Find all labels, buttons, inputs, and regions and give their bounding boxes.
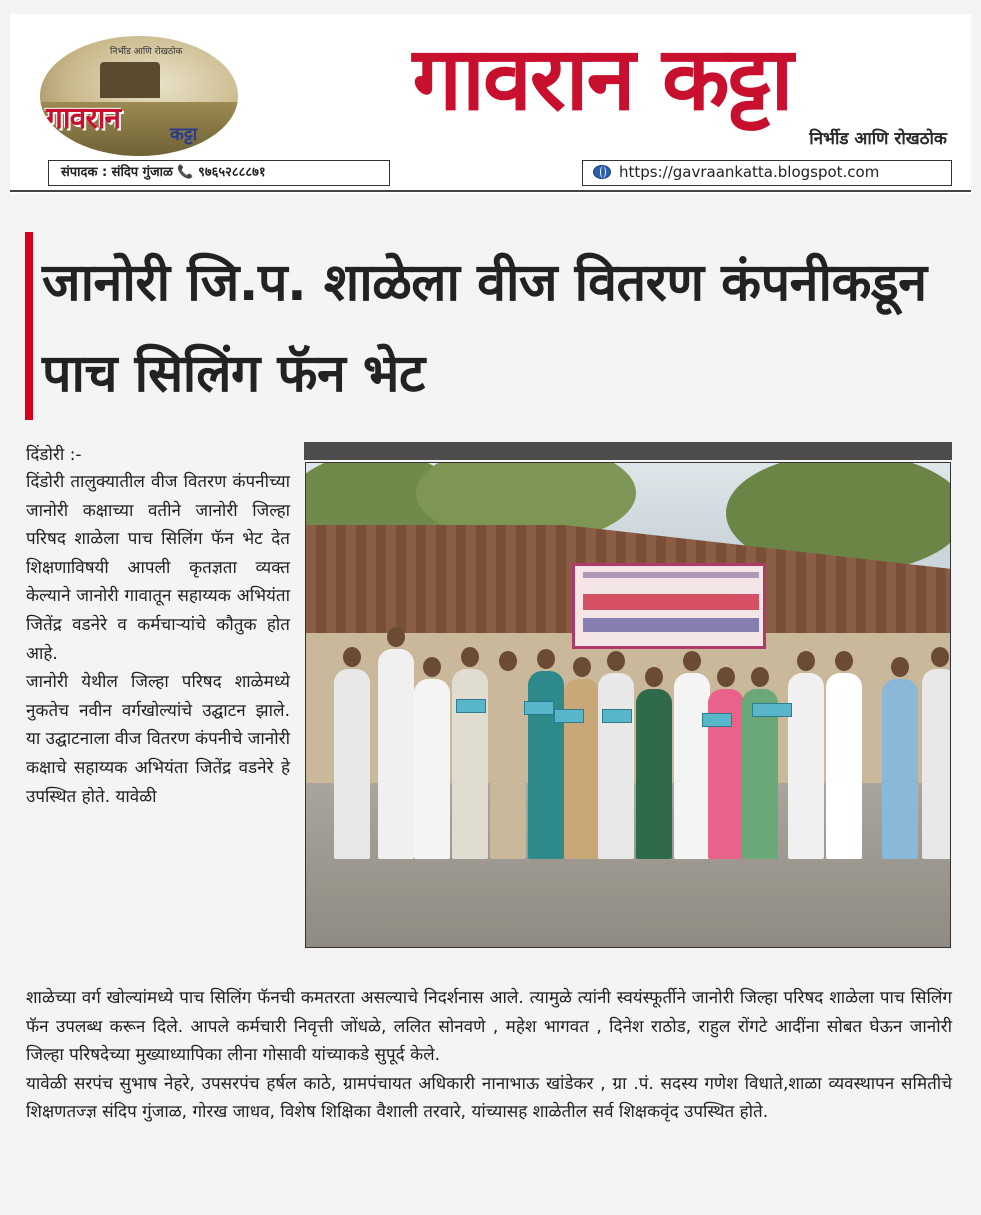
fan-box (752, 703, 792, 717)
paragraph: यावेळी सरपंच सुभाष नेहरे, उपसरपंच हर्षल काठे, ग्रामपंचायत अधिकारी नानाभाऊ खांडेकर , ग्रा .पं. सदस्य गणेश विधाते,शाळा व्यवस्थापन समितीचे शिक्षणतज्ज्ञ संदिप गुंजाळ, गोरख जाधव, विशेष शिक्षिका वैशाली तरवारे, यांच्यासह शाळेतील सर्व शिक्षकवृंद उपस्थित होते. (26, 1073, 952, 1123)
tagline: निर्भीड आणि रोखठोक (809, 129, 947, 149)
fan-box (602, 709, 632, 723)
photo-person (882, 679, 918, 859)
logo-hut-graphic (100, 62, 160, 98)
paragraph: दिंडोरी तालुक्यातील वीज वितरण कंपनीच्या जानोरी कक्षाच्या वतीने जानोरी जिल्हा परिषद शाळेला पाच सिलिंग फॅन भेट देत शिक्षणाविषयी आपली कृतज्ञता व्यक्त केल्याने जानोरी गावातून सहाय्यक अभियंता जितेंद्र वडनेरे व कर्मचाऱ्यांचे कौतुक होत आहे. (26, 472, 290, 664)
article-headline: जानोरी जि.प. शाळेला वीज वितरण कंपनीकडून पाच सिलिंग फॅन भेट (42, 253, 927, 404)
paragraph: शाळेच्या वर्ग खोल्यांमध्ये पाच सिलिंग फॅनची कमतरता असल्याचे निदर्शनास आले. त्यामुळे त्यांनी स्वयंस्फूर्तीने जानोरी जिल्हा परिषद शाळेला पाच सिलिंग फॅन उपलब्ध करून दिले. आपले कर्मचारी निवृत्ती जोंधळे, ललित सोनवणे , महेश भागवत , दिनेश राठोड, राहुल रोंगटे आदींना सोबत घेऊन जानोरी जिल्हा परिषदेच्या मुख्याध्यापिका लीना गोसावी यांच्याकडे सुपूर्द केले. (26, 988, 952, 1066)
photo-person (826, 673, 862, 859)
headline-accent-bar (25, 232, 33, 420)
photo-person (788, 673, 824, 859)
paragraph: जानोरी येथील जिल्हा परिषद शाळेमध्ये नुकतेच नवीन वर्गखोल्यांचे उद्घाटन झाले. या उद्घाटनाला वीज वितरण कंपनीचे जानोरी कक्षाचे सहाय्यक अभियंता जितेंद्र वडनेरे हे उपस्थित होते. यावेळी (26, 672, 290, 807)
website-link-box[interactable] (582, 160, 952, 186)
photo-person (334, 669, 370, 859)
brand-title: गावरान कट्टा (412, 27, 792, 130)
article-photo (305, 462, 951, 948)
photo-person (528, 671, 564, 859)
fan-box (524, 701, 554, 715)
photo-person (414, 679, 450, 859)
logo-tagline: निर्भीड आणि रोखठोक (110, 47, 183, 57)
photo-person (636, 689, 672, 859)
logo-word-2: कट्टा (170, 124, 198, 145)
sign-line (583, 618, 759, 632)
logo-word-1: गावरान (46, 101, 121, 136)
photo-header-bar (304, 442, 952, 460)
school-signboard (572, 563, 766, 649)
masthead-divider (10, 190, 971, 192)
fan-box (456, 699, 486, 713)
globe-icon (593, 165, 611, 179)
photo-person (564, 679, 600, 859)
fan-box (554, 709, 584, 723)
photo-person (452, 669, 488, 859)
photo-person (922, 669, 951, 859)
masthead (10, 14, 971, 194)
editor-contact: संपादक : संदिप गुंजाळ 📞 ९७६५२८८८७१ (48, 160, 390, 186)
sign-line (583, 572, 759, 578)
photo-person (490, 673, 526, 859)
dateline: दिंडोरी :- (26, 445, 82, 465)
website-url[interactable]: https://gavraankatta.blogspot.com (619, 163, 880, 181)
photo-person (598, 673, 634, 859)
photo-person (674, 673, 710, 859)
sign-line (583, 594, 759, 610)
logo-badge (40, 36, 238, 156)
photo-person (378, 649, 414, 859)
article-continuation (26, 984, 952, 1127)
fan-box (702, 713, 732, 727)
article-column (26, 468, 290, 811)
